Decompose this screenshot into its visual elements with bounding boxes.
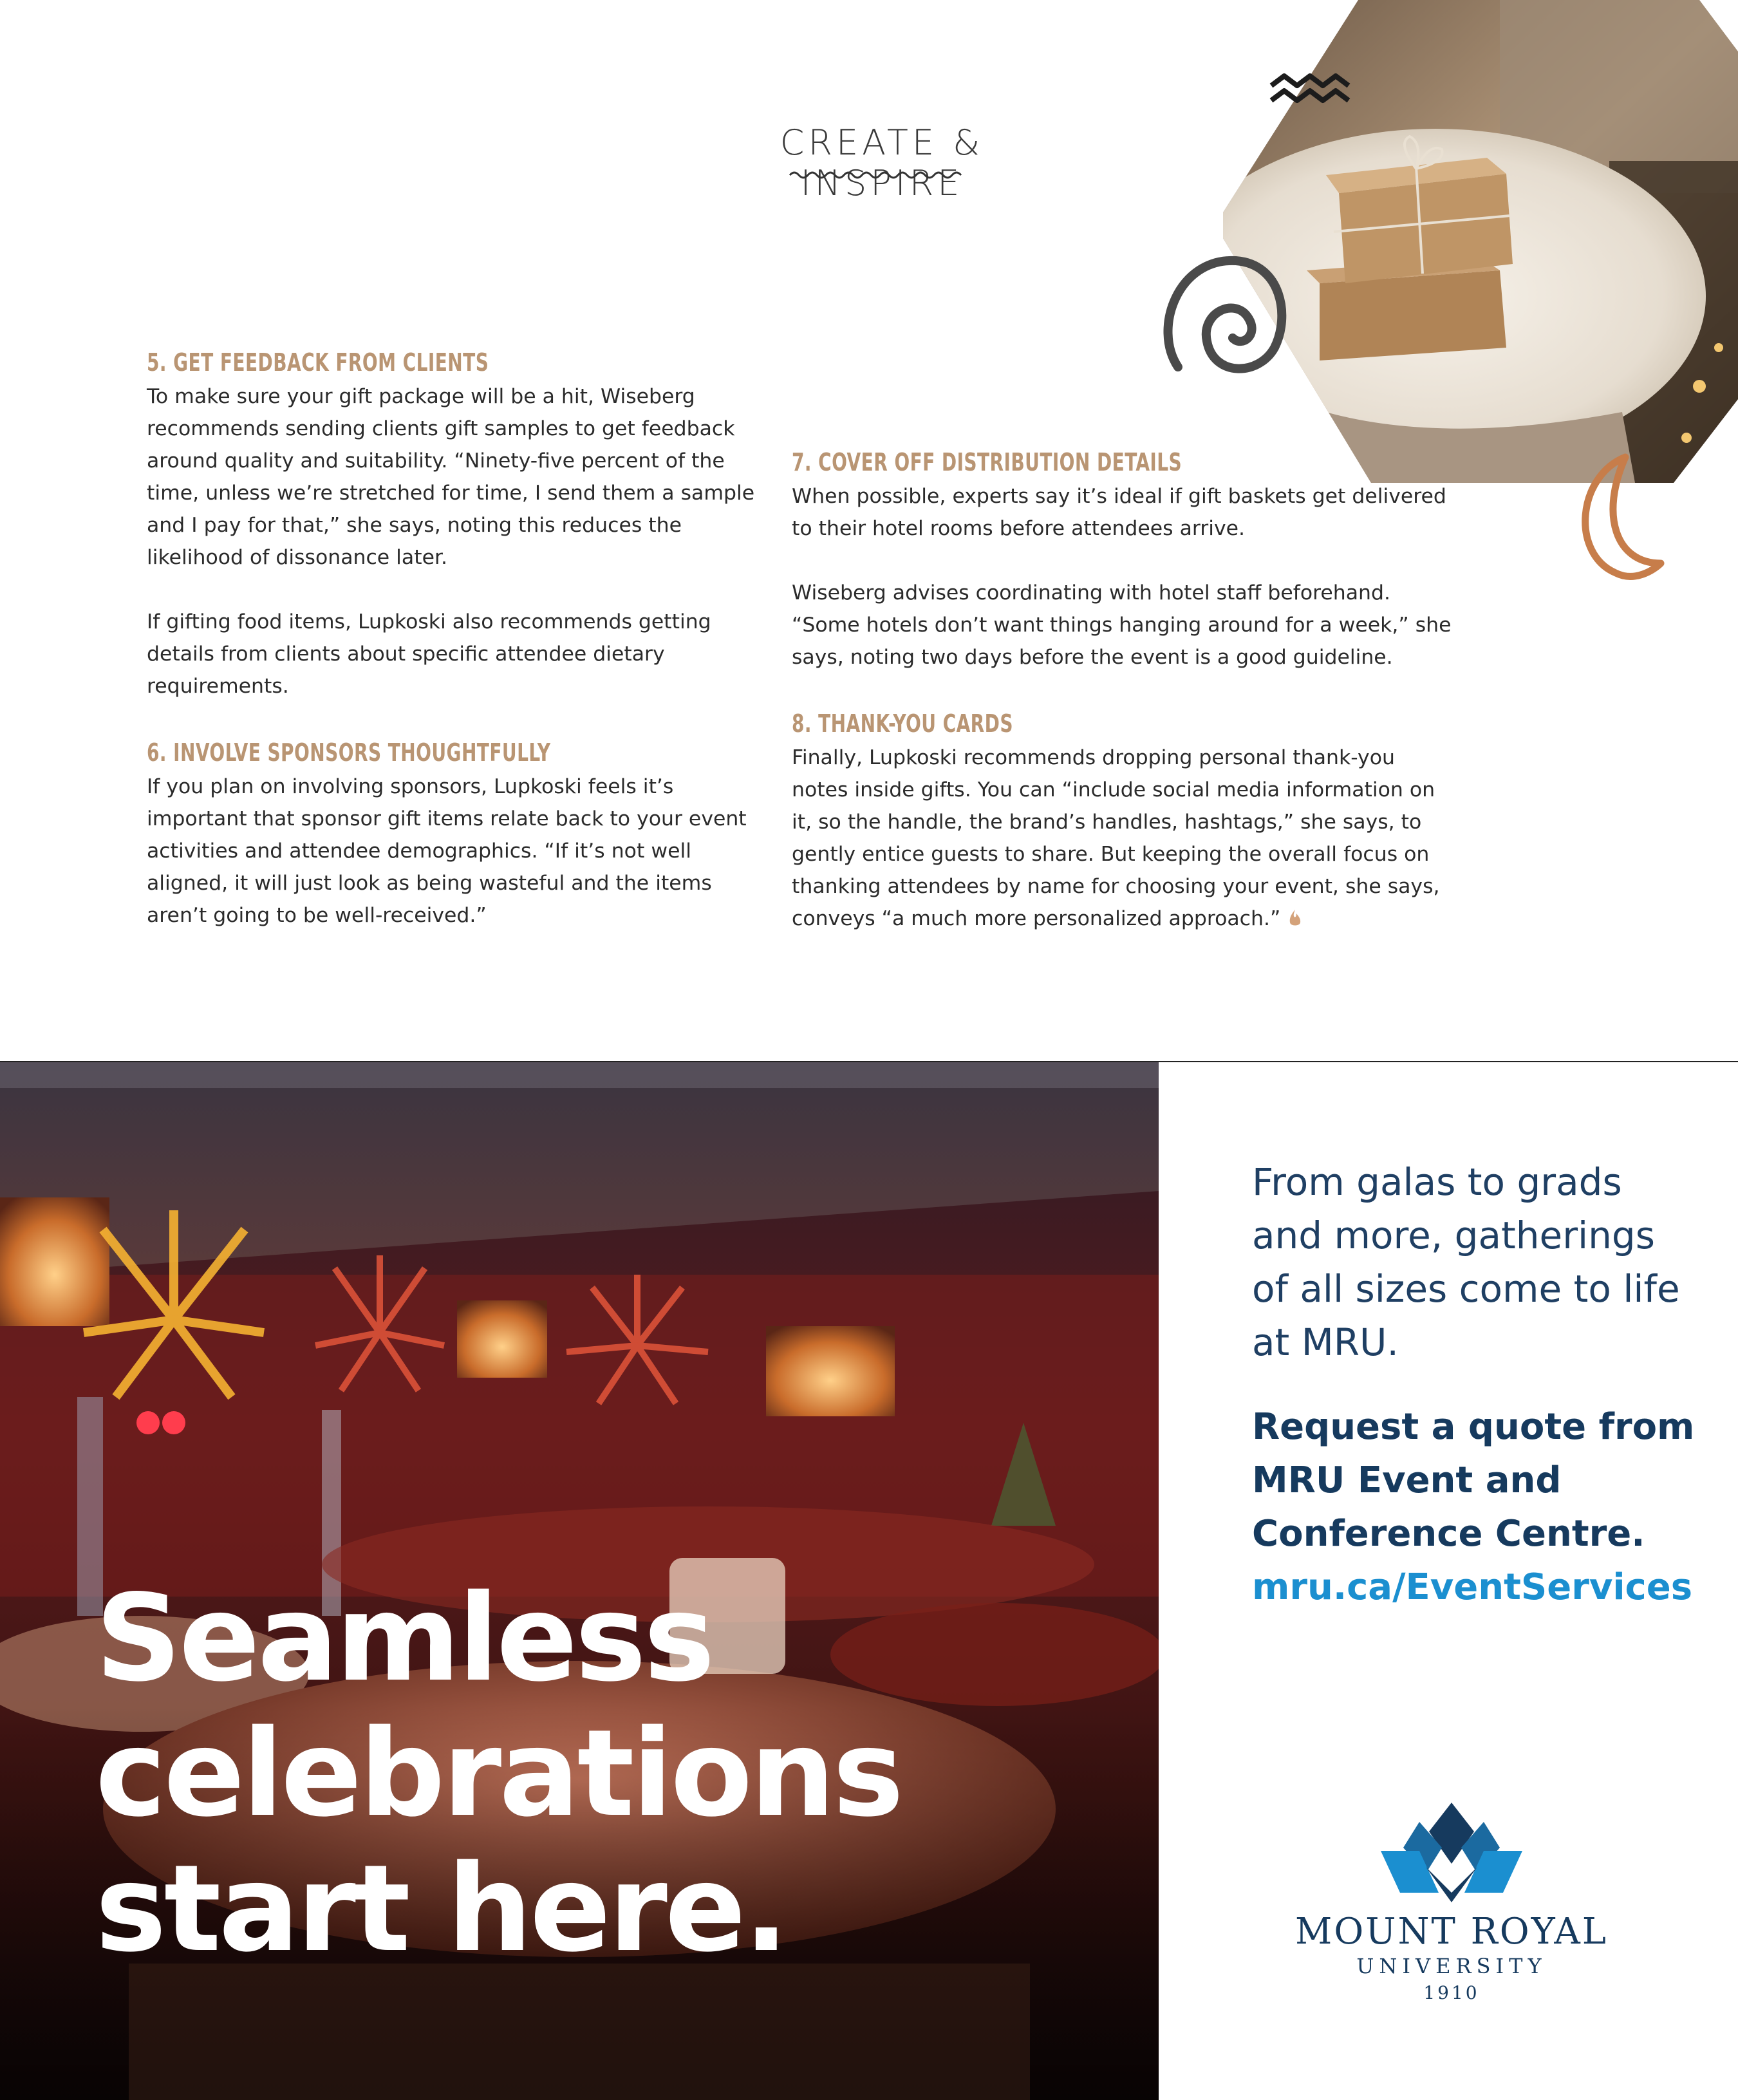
mru-logo: [1281, 1796, 1622, 2003]
body-paragraph: To make sure your gift package will be a hit, Wiseberg recommends sending clients gift samples to get feedback around quality and suitability. “Ninety-five percent of the time, unless we’re stretched for time, I send them a sample and I pay for that,” she says, noting this reduces the likelihood of dissonance later.: [147, 385, 755, 569]
ad-headline-line: start here.: [95, 1839, 787, 1978]
section-heading: 6. INVOLVE SPONSORS THOUGHTFULLY: [147, 738, 551, 767]
crescent-moon-icon: [1564, 451, 1667, 586]
body-paragraph: When possible, experts say it’s ideal if gift baskets get delivered to their hotel rooms before attendees arrive.: [792, 485, 1446, 540]
ad-cta-text: Request a quote from MRU Event and Conference Centre.: [1252, 1406, 1695, 1555]
ad-copy: [1252, 1156, 1703, 1614]
ad-headline: [95, 1568, 1061, 1978]
mru-crest-icon: [1368, 1796, 1535, 1906]
logo-year: 1910: [1423, 1982, 1480, 2003]
body-paragraph-text: Finally, Lupkoski recommends dropping personal thank-you notes inside gifts. You can “include social media information on it, so the handle, the brand’s handles, hashtags,” she says, to gently entice guests to share. But keeping the overall focus on thanking attendees by name for choosing your event, she says, conveys “a much more personalized approach.”: [792, 746, 1440, 930]
article-left-column: [147, 344, 778, 932]
section-heading: 7. COVER OFF DISTRIBUTION DETAILS: [792, 448, 1182, 476]
flame-end-mark-icon: [1288, 908, 1302, 928]
squiggle-underline-icon: [789, 169, 969, 182]
section-heading: 5. GET FEEDBACK FROM CLIENTS: [147, 348, 489, 377]
ad-headline-line: Seamless: [95, 1568, 713, 1708]
section-heading: 8. THANK-YOU CARDS: [792, 709, 1013, 738]
body-paragraph: [792, 742, 1455, 935]
section-label: CREATE & INSPIRE: [780, 122, 984, 203]
wave-icon: [1268, 70, 1352, 108]
logo-name: MOUNT ROYAL: [1295, 1911, 1608, 1953]
article-right-column: [792, 444, 1455, 935]
spiral-icon: [1152, 245, 1300, 386]
body-paragraph: Wiseberg advises coordinating with hotel staff beforehand. “Some hotels don’t want things hanging around for a week,” she says, noting two days before the event is a good guideline.: [792, 581, 1452, 669]
logo-subtitle: UNIVERSITY: [1356, 1954, 1547, 1978]
body-paragraph: If gifting food items, Lupkoski also recommends getting details from clients about specific attendee dietary requirements.: [147, 610, 711, 698]
ad-url-link[interactable]: mru.ca/EventServices: [1252, 1566, 1693, 1608]
body-paragraph: If you plan on involving sponsors, Lupkoski feels it’s important that sponsor gift items relate back to your event activities and attendee demographics. “If it’s not well aligned, it will just look as being wasteful and the items aren’t going to be well-received.”: [147, 775, 747, 927]
ad-intro-text: From galas to grads and more, gatherings of all sizes come to life at MRU.: [1252, 1160, 1680, 1364]
ad-headline-line: celebrations: [95, 1703, 902, 1843]
